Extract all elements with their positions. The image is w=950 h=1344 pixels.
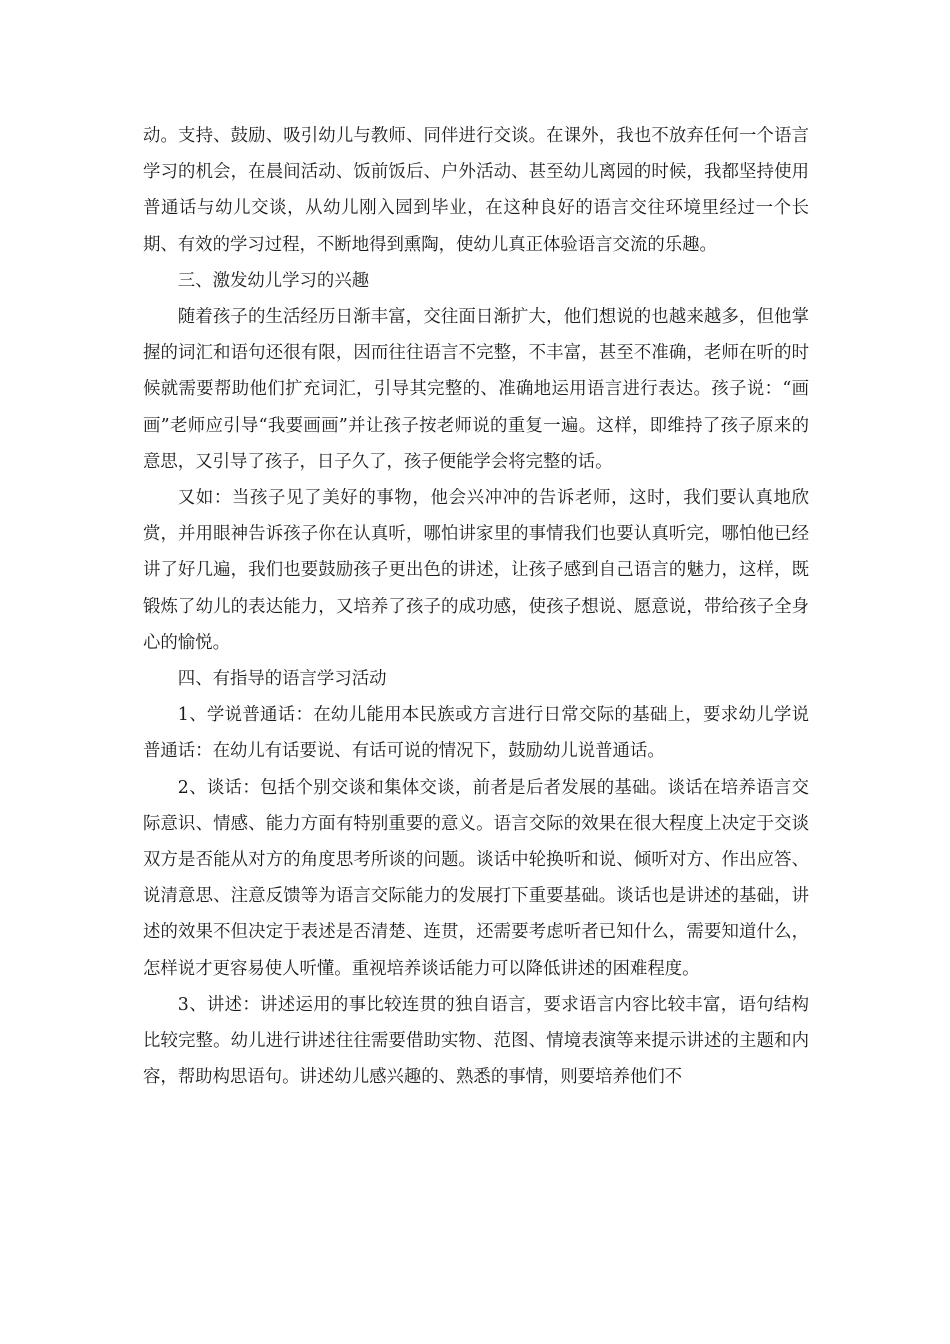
- section-heading-4: 四、有指导的语言学习活动: [177, 669, 387, 690]
- list-item-3: 3、讲述：讲述运用的事比较连贯的独自语言，要求语言内容比较丰富，语句结构比较完整。幼儿进行讲述往往需要借助实物、范图、情境表演等来提示讲述的主题和内容，帮助构思语句。讲述幼儿感兴趣的、熟悉的事情，则要培养他们不: [143, 994, 809, 1088]
- paragraph: 又如：当孩子见了美好的事物，他会兴冲冲的告诉老师，这时，我们要认真地欣赏，并用眼神告诉孩子你在认真听，哪怕讲家里的事情我们也要认真听完，哪怕他已经讲了好几遍，我们也要鼓励孩子更出色的讲述，让孩子感到自己语言的魅力，这样，既锻炼了幼儿的表达能力，又培养了孩子的成功感，使孩子想说、愿意说，带给孩子全身心的愉悦。: [143, 488, 809, 653]
- list-item-2: 2、谈话：包括个别交谈和集体交谈，前者是后者发展的基础。谈话在培养语言交际意识、情感、能力方面有特别重要的意义。语言交际的效果在很大程度上决定于交谈双方是否能从对方的角度思考所谈的问题。谈话中轮换听和说、倾听对方、作出应答、说清意思、注意反馈等为语言交际能力的发展打下重要基础。谈话也是讲述的基础，讲述的效果不但决定于表述是否清楚、连贯，还需要考虑听者已知什么，需要知道什么，怎样说才更容易使人听懂。重视培养谈话能力可以降低讲述的困难程度。: [143, 777, 809, 979]
- list-item-1: 1、学说普通话：在幼儿能用本民族或方言进行日常交际的基础上，要求幼儿学说普通话：在幼儿有话要说、有话可说的情况下，鼓励幼儿说普通话。: [143, 705, 809, 762]
- document-body: [143, 118, 809, 1095]
- paragraph-continuation: 动。支持、鼓励、吸引幼儿与教师、同伴进行交谈。在课外，我也不放弃任何一个语言学习的机会，在晨间活动、饭前饭后、户外活动、甚至幼儿离园的时候，我都坚持使用普通话与幼儿交谈，从幼儿刚入园到毕业，在这种良好的语言交往环境里经过一个长期、有效的学习过程，不断地得到熏陶，使幼儿真正体验语言交流的乐趣。: [143, 126, 809, 255]
- paragraph: 随着孩子的生活经历日渐丰富，交往面日渐扩大，他们想说的也越来越多，但他掌握的词汇和语句还很有限，因而往往语言不完整，不丰富，甚至不准确，老师在听的时候就需要帮助他们扩充词汇，引导其完整的、准确地运用语言进行表达。孩子说：“画画”老师应引导“我要画画”并让孩子按老师说的重复一遍。这样，即维持了孩子原来的意思，又引导了孩子，日子久了，孩子便能学会将完整的话。: [143, 307, 809, 472]
- section-heading-3: 三、激发幼儿学习的兴趣: [177, 270, 370, 291]
